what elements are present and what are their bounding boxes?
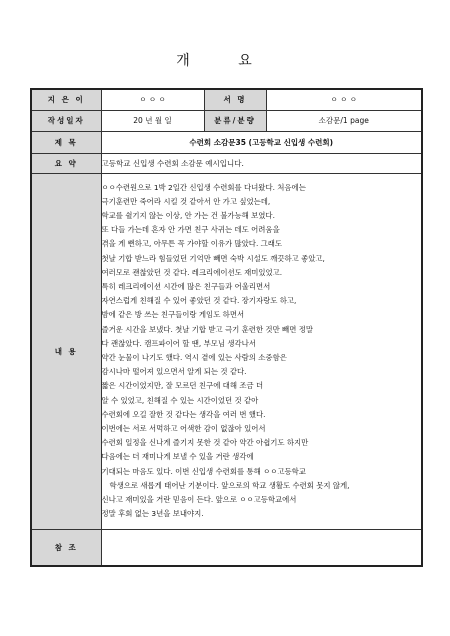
content-line: 겪을 게 뻔하고, 아무튼 꼭 가야할 이유가 많았다. 그래도 xyxy=(101,239,283,249)
content-line: 여러모로 괜찮았던 것 같다. 레크리에이션도 재미있었고. xyxy=(101,267,283,277)
content-line: 알 수 있었고, 친해질 수 있는 시간이었던 것 같아 xyxy=(101,395,259,405)
date-label: 작성일자 xyxy=(31,110,101,131)
content-lines xyxy=(102,181,422,522)
signature-value: ㅇ ㅇ ㅇ xyxy=(266,89,422,110)
subject-value: 수련회 소감문35 (고등학교 신입생 수련회) xyxy=(101,131,422,153)
content-line: 감시나마 떨어져 있으면서 알게 되는 것 같다. xyxy=(101,367,247,377)
content-line: 다음에는 더 재미나게 보낼 수 있을 거란 생각에 xyxy=(101,452,254,462)
content-line: 자연스럽게 친해질 수 있어 좋았던 것 같다. 장기자랑도 하고, xyxy=(101,296,297,306)
category-label: 분류/분량 xyxy=(204,110,266,131)
content-line: 학교를 쉴기지 않는 이상, 안 가는 건 불가능해 보였다. xyxy=(101,210,275,220)
summary-row xyxy=(31,153,422,173)
content-line: 첫날 기합 받느라 힘들었던 기억만 빼면 숙박 시설도 깨끗하고 좋았고, xyxy=(101,253,325,263)
date-row xyxy=(31,110,422,131)
author-value: ㅇ ㅇ ㅇ xyxy=(101,89,204,110)
document-title: 개 요 xyxy=(176,53,274,69)
content-line: 학생으로 새롭게 태어난 기분이다. 앞으로의 학교 생활도 수련회 못지 않게, xyxy=(109,480,350,490)
subject-label: 제 목 xyxy=(31,131,101,153)
content-line: 특히 레크리에이션 시간에 많은 친구들과 어울리면서 xyxy=(101,281,271,291)
reference-label: 참 조 xyxy=(31,529,101,566)
signature-label: 서 명 xyxy=(204,89,266,110)
content-line: 수련회에 오길 잘한 것 같다는 생각을 여러 번 했다. xyxy=(101,409,266,419)
reference-row xyxy=(31,529,422,566)
author-label: 지 은 이 xyxy=(31,89,101,110)
summary-label: 요 약 xyxy=(31,153,101,173)
subject-row xyxy=(31,131,422,153)
content-label: 내 용 xyxy=(31,173,101,529)
content-line: 약간 눈물이 나기도 했다. 역시 곁에 있는 사람의 소중함은 xyxy=(101,353,287,362)
category-value: 소감문/1 page xyxy=(266,110,422,131)
content-line: 짧은 시간이었지만, 잘 모르던 친구에 대해 조금 더 xyxy=(101,381,264,391)
reference-value xyxy=(101,529,422,566)
content-line: 기대되는 마음도 있다. 이번 신입생 수련회를 통해 ㅇㅇ고등학교 xyxy=(101,466,306,476)
date-value: 20 년 월 일 xyxy=(101,110,204,131)
content-line: 또 다들 가는데 혼자 안 가면 친구 사귀는 데도 어려움을 xyxy=(101,225,280,235)
content-line: 극기훈련만 죽어라 시킬 것 같아서 안 가고 싶었는데, xyxy=(101,196,271,206)
content-line: 신나고 재미있을 거란 믿음이 든다. 앞으로 ㅇㅇ고등학교에서 xyxy=(101,495,297,505)
content-line: 밤에 같은 방 쓰는 친구들이랑 게임도 하면서 xyxy=(101,310,245,320)
author-row xyxy=(31,89,422,110)
content-line: 다 괜찮았다. 캠프파이어 할 땐, 부모님 생각나서 xyxy=(101,338,256,348)
content-body xyxy=(101,173,422,529)
content-line: 정말 후회 없는 3년을 보내야지. xyxy=(101,509,204,519)
content-line: 이번에는 서로 서먹하고 어색한 감이 없잖아 있어서 xyxy=(101,424,266,434)
content-line: ㅇㅇ수련원으로 1박 2일간 신입생 수련회를 다녀왔다. 처음에는 xyxy=(101,182,306,192)
summary-value: 고등학교 신입생 수련회 소감문 예시입니다. xyxy=(101,153,422,173)
content-row xyxy=(31,173,422,529)
content-line: 즐거운 시간을 보냈다. 첫날 기합 받고 극기 훈련한 것만 빼면 정말 xyxy=(101,324,313,334)
summary-form-table xyxy=(30,88,423,567)
content-line: 수련회 일정을 신나게 즐기지 못한 것 같아 약간 아쉽기도 하지만 xyxy=(101,438,309,448)
